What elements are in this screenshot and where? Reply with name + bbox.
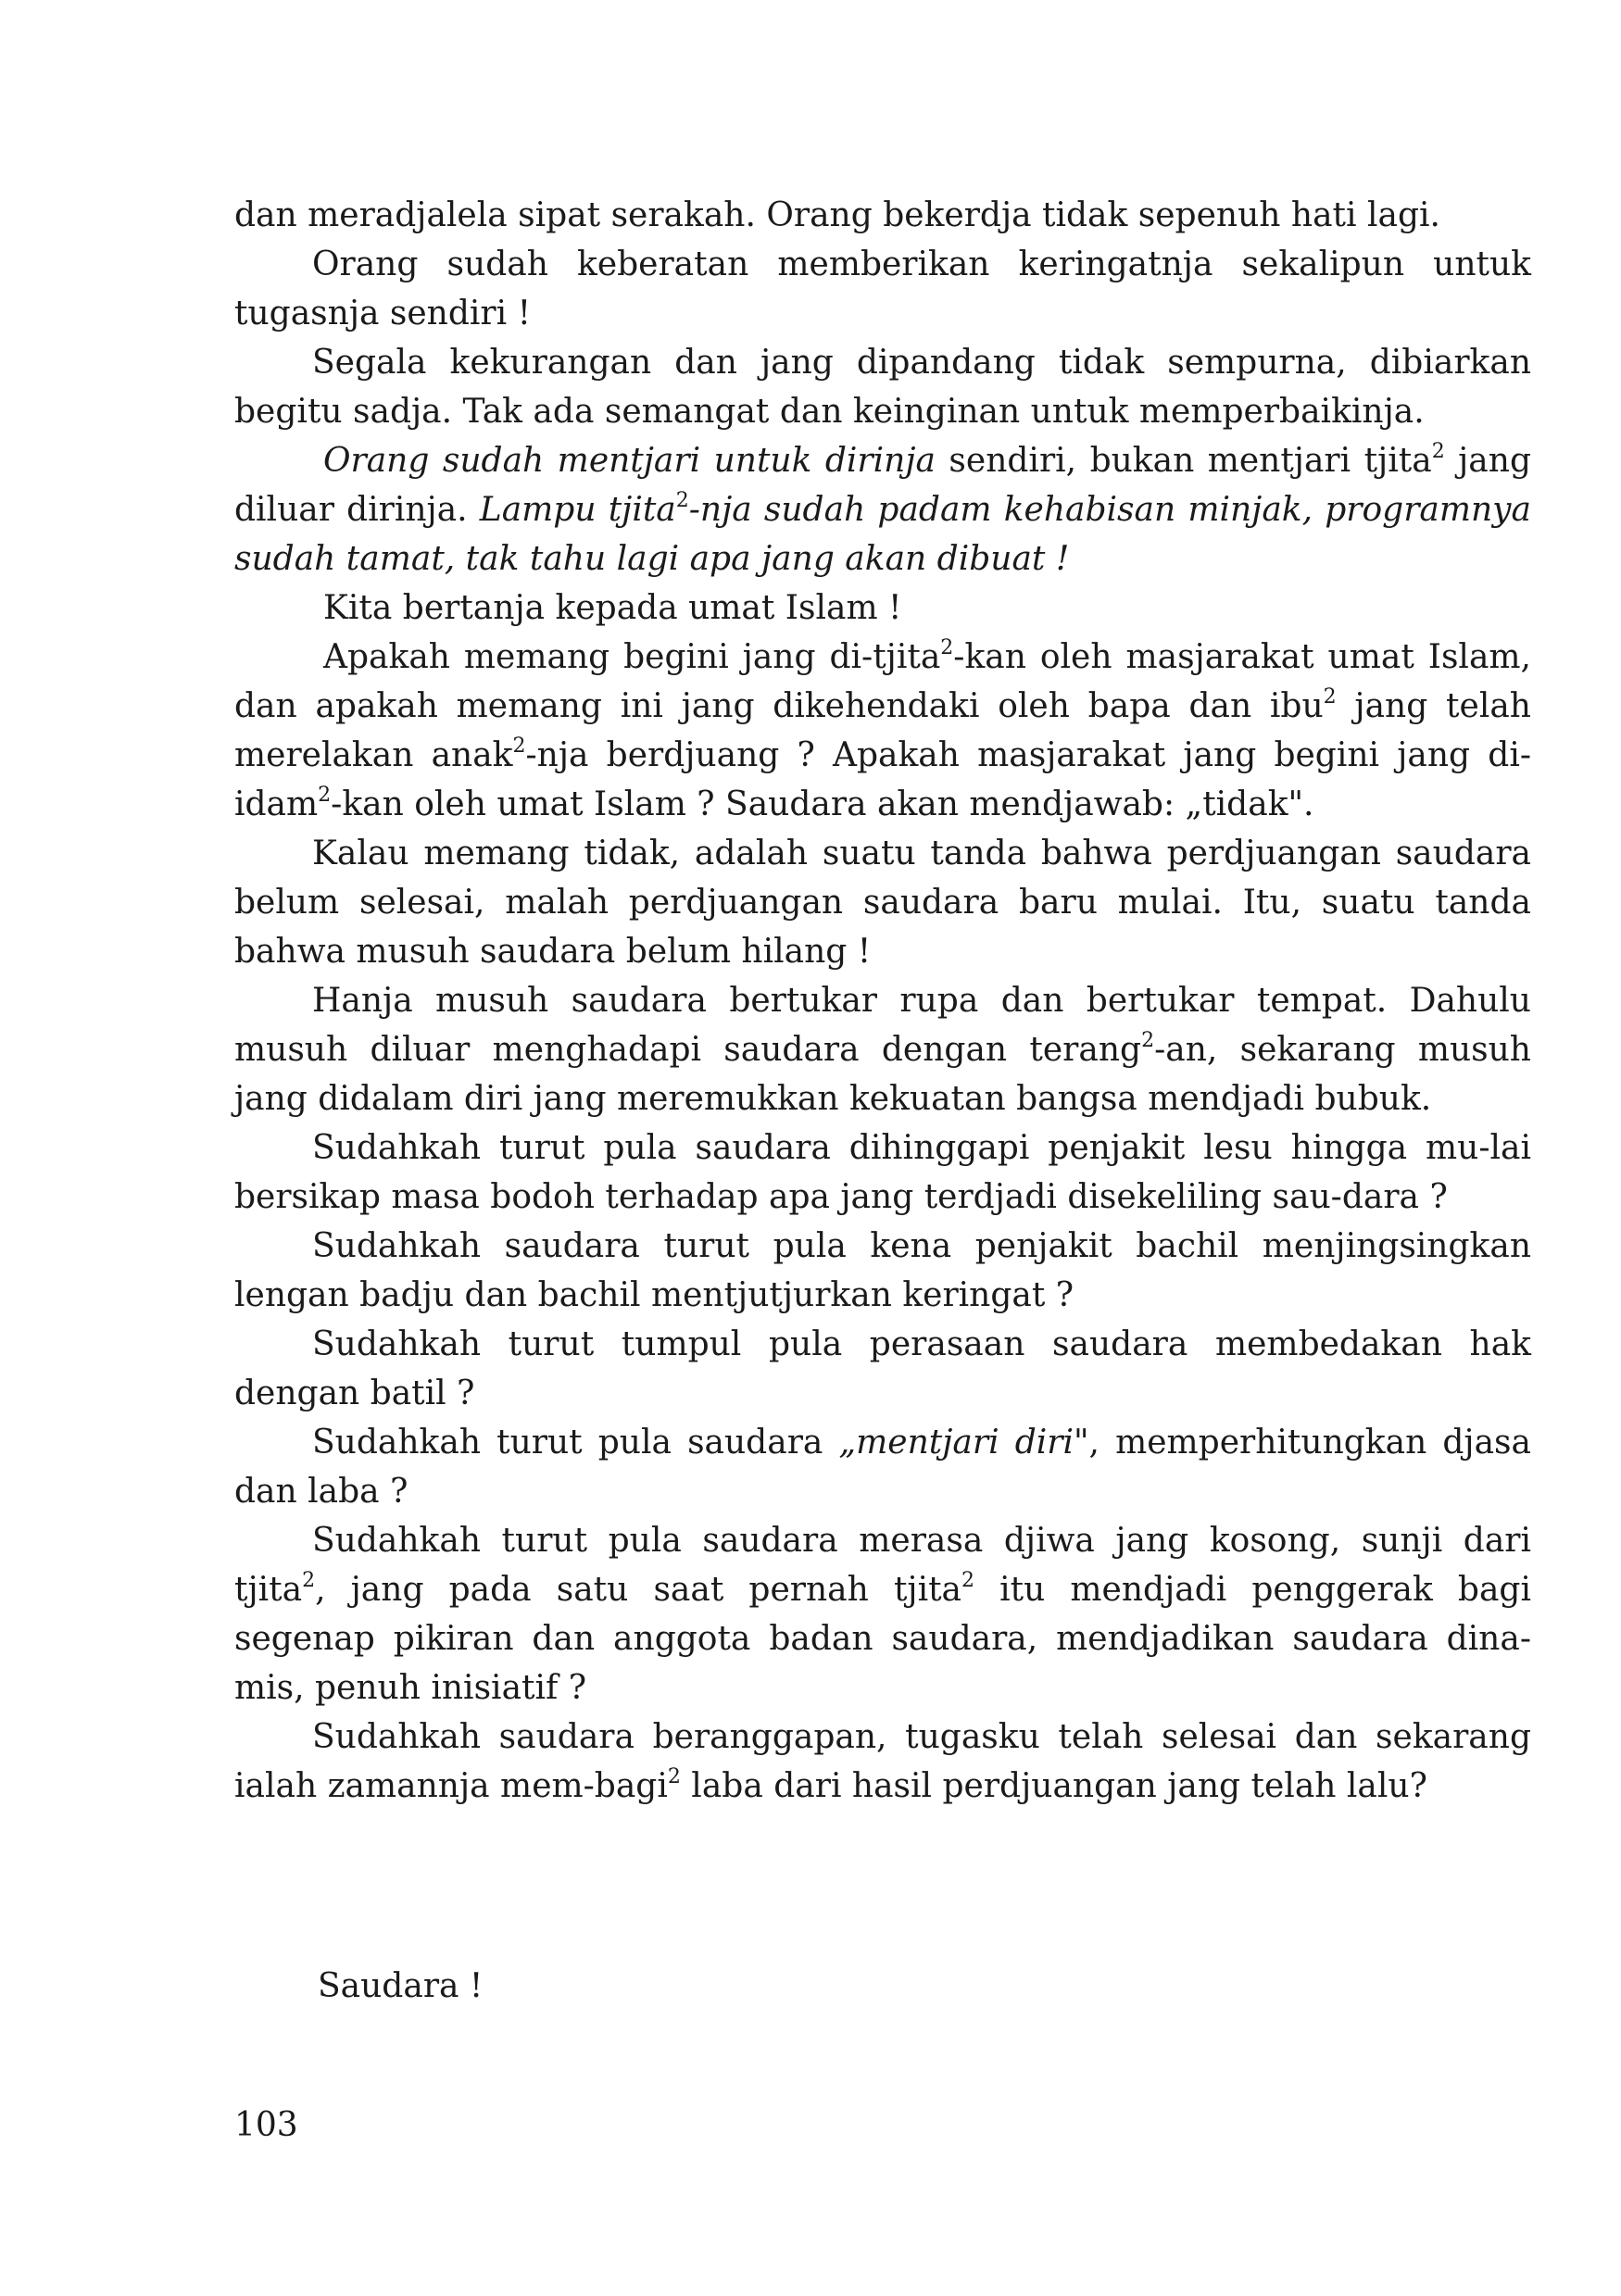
italic-run: Orang sudah mentjari untuk dirinja bbox=[323, 442, 936, 480]
superscript-mark: 2 bbox=[940, 636, 954, 659]
superscript-mark: 2 bbox=[667, 1765, 681, 1788]
text-run: Kita bertanja kepada umat Islam ! bbox=[323, 589, 902, 627]
text-run: Sudahkah saudara beranggapan, tugasku telah selesai dan sekarang ialah zamannja mem-bagi bbox=[234, 1718, 1531, 1805]
text-run: Orang sudah keberatan memberikan keringatnja sekalipun untuk tugasnja sendiri ! bbox=[234, 245, 1531, 332]
paragraph bbox=[234, 1418, 1531, 1516]
text-run: Hanja musuh saudara bertukar rupa dan bertukar tempat. Dahulu musuh diluar menghadapi saudara dengan terang bbox=[234, 982, 1531, 1069]
text-run: Sudahkah turut pula saudara merasa djiwa jang kosong, sunji dari tjita bbox=[234, 1522, 1531, 1609]
paragraph bbox=[234, 1713, 1531, 1811]
text-run: Sudahkah turut tumpul pula perasaan saudara membedakan hak dengan batil ? bbox=[234, 1325, 1531, 1412]
text-run: Sudahkah turut pula saudara bbox=[312, 1424, 839, 1462]
salutation: Saudara ! bbox=[318, 1967, 484, 2005]
superscript-mark: 2 bbox=[1141, 1029, 1155, 1052]
paragraph bbox=[234, 1222, 1531, 1320]
superscript-mark: 2 bbox=[512, 734, 526, 758]
superscript-mark: 2 bbox=[1431, 440, 1445, 463]
italic-run: Lampu tjita bbox=[479, 491, 676, 529]
paragraph bbox=[234, 191, 1531, 240]
paragraph bbox=[234, 633, 1531, 829]
text-run: Sudahkah saudara turut pula kena penjakit bachil menjingsingkan lengan badju dan bachil mentjutjurkan keringat ? bbox=[234, 1227, 1531, 1314]
paragraph bbox=[234, 240, 1531, 338]
superscript-mark: 2 bbox=[302, 1569, 316, 1592]
superscript-mark: 2 bbox=[961, 1569, 975, 1592]
paragraph bbox=[234, 976, 1531, 1123]
text-run: Apakah memang begini jang di-tjita bbox=[323, 638, 941, 676]
paragraph bbox=[234, 1123, 1531, 1222]
text-run: jang telah merelakan anak bbox=[234, 687, 1531, 774]
text-run: dan meradjalela sipat serakah. Orang bekerdja tidak sepenuh hati lagi. bbox=[234, 196, 1440, 234]
text-run: -kan oleh masjarakat umat Islam, dan apakah memang ini jang dikehendaki oleh bapa dan ibu bbox=[234, 638, 1531, 725]
superscript-mark: 2 bbox=[1323, 685, 1337, 709]
text-run: , jang pada satu saat pernah tjita bbox=[315, 1571, 962, 1609]
paragraph bbox=[234, 829, 1531, 976]
paragraph bbox=[234, 1516, 1531, 1713]
italic-run: -nja sudah padam kehabisan minjak, programnya sudah tamat, tak tahu lagi apa jang akan dibuat ! bbox=[234, 491, 1531, 578]
text-run: Kalau memang tidak, adalah suatu tanda bahwa perdjuangan saudara belum selesai, malah perdjuangan saudara baru mulai. Itu, suatu tanda bahwa musuh saudara belum hilang ! bbox=[234, 834, 1531, 971]
text-run: Sudahkah turut pula saudara dihinggapi penjakit lesu hingga mu-lai bersikap masa bodoh terhadap apa jang terdjadi disekeliling sau-dara ? bbox=[234, 1129, 1531, 1216]
text-run: jang diluar dirinja. bbox=[234, 442, 1531, 529]
paragraph bbox=[234, 338, 1531, 436]
paragraph bbox=[234, 1320, 1531, 1418]
paragraph bbox=[234, 436, 1531, 583]
superscript-mark: 2 bbox=[675, 489, 689, 512]
text-run: -an, sekarang musuh jang didalam diri jang meremukkan kekuatan bangsa mendjadi bubuk. bbox=[234, 1031, 1531, 1118]
superscript-mark: 2 bbox=[318, 784, 332, 807]
text-run: -nja berdjuang ? Apakah masjarakat jang begini jang di-idam bbox=[234, 736, 1532, 823]
text-run: sendiri, bukan mentjari tjita bbox=[935, 442, 1432, 480]
paragraph bbox=[234, 583, 1531, 633]
text-run: , memperhitungkan djasa dan laba ? bbox=[234, 1424, 1531, 1511]
text-run: laba dari hasil perdjuangan jang telah lalu? bbox=[680, 1767, 1427, 1805]
text-run: Segala kekurangan dan jang dipandang tidak sempurna, dibiarkan begitu sadja. Tak ada semangat dan keinginan untuk memperbaikinja. bbox=[234, 344, 1531, 431]
body-text bbox=[234, 191, 1531, 1811]
italic-run: „mentjari diri" bbox=[838, 1424, 1089, 1462]
text-run: -kan oleh umat Islam ? Saudara akan mendjawab: „tidak". bbox=[331, 785, 1314, 823]
text-run: itu mendjadi penggerak bagi segenap pikiran dan anggota badan saudara, mendjadikan saudara dina-mis, penuh inisiatif ? bbox=[234, 1571, 1531, 1707]
page-number: 103 bbox=[234, 2106, 298, 2144]
